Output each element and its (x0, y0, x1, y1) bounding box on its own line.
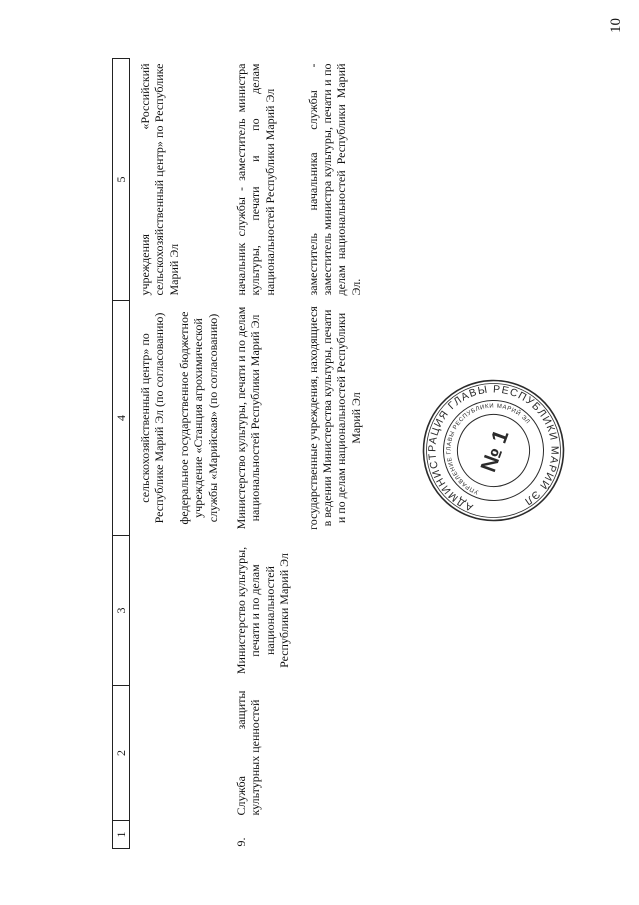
table-cell: заместитель начальника службы - заместитель министра культуры, печати и по делам национальностей Республики Марий Эл. (305, 63, 363, 296)
svg-text:УПРАВЛЕНИЕ ГЛАВЫ РЕСПУБЛИКИ МА: УПРАВЛЕНИЕ ГЛАВЫ РЕСПУБЛИКИ МАРИЙ ЭЛ (446, 403, 531, 495)
table-row-continuation (130, 59, 220, 849)
svg-text:АДМИНИСТРАЦИЯ ГЛАВЫ РЕСПУБЛИКИ: АДМИНИСТРАЦИЯ ГЛАВЫ РЕСПУБЛИКИ МАРИЙ ЭЛ (426, 383, 561, 514)
column-header: 4 (113, 301, 130, 536)
column-header: 2 (113, 686, 130, 821)
table-cell: учреждения «Российский сельскохозяйственный центр» по Республике Марий Эл (138, 63, 181, 296)
table-row-9-sub (292, 59, 364, 849)
service-name: Служба защиты культурных ценностей (233, 690, 263, 816)
row-number: 9. (233, 837, 248, 847)
official-seal-icon (421, 378, 566, 523)
table-cell: федеральное государственное бюджетное учреждение «Станция агрохимической службы «Марийская» (по согласованию) (176, 311, 220, 525)
table-cell: Министерство культуры, печати и по делам национальностей Республики Марий Эл (233, 306, 263, 530)
svg-text:№ 1: № 1 (475, 426, 514, 476)
services-table (112, 58, 363, 849)
column-header: 3 (113, 536, 130, 686)
table-cell: государственные учреждения, находящиеся в ведении Министерства культуры, печати и по делам национальностей Республики Марий Эл (305, 306, 363, 530)
responsible-body: Министерство культуры, печати и по делам национальностей Республики Марий Эл (233, 546, 292, 675)
table-row-9 (220, 59, 292, 849)
column-header: 5 (113, 59, 130, 301)
column-header: 1 (113, 821, 130, 849)
page-number: 10 (608, 18, 624, 33)
table-header-row (113, 59, 130, 849)
table-cell: начальник службы - заместитель министра культуры, печати и по делам национальностей Республики Марий Эл (233, 63, 277, 296)
table-cell: сельскохозяйственный центр» по Республике Марий Эл (по согласованию) (138, 312, 167, 524)
